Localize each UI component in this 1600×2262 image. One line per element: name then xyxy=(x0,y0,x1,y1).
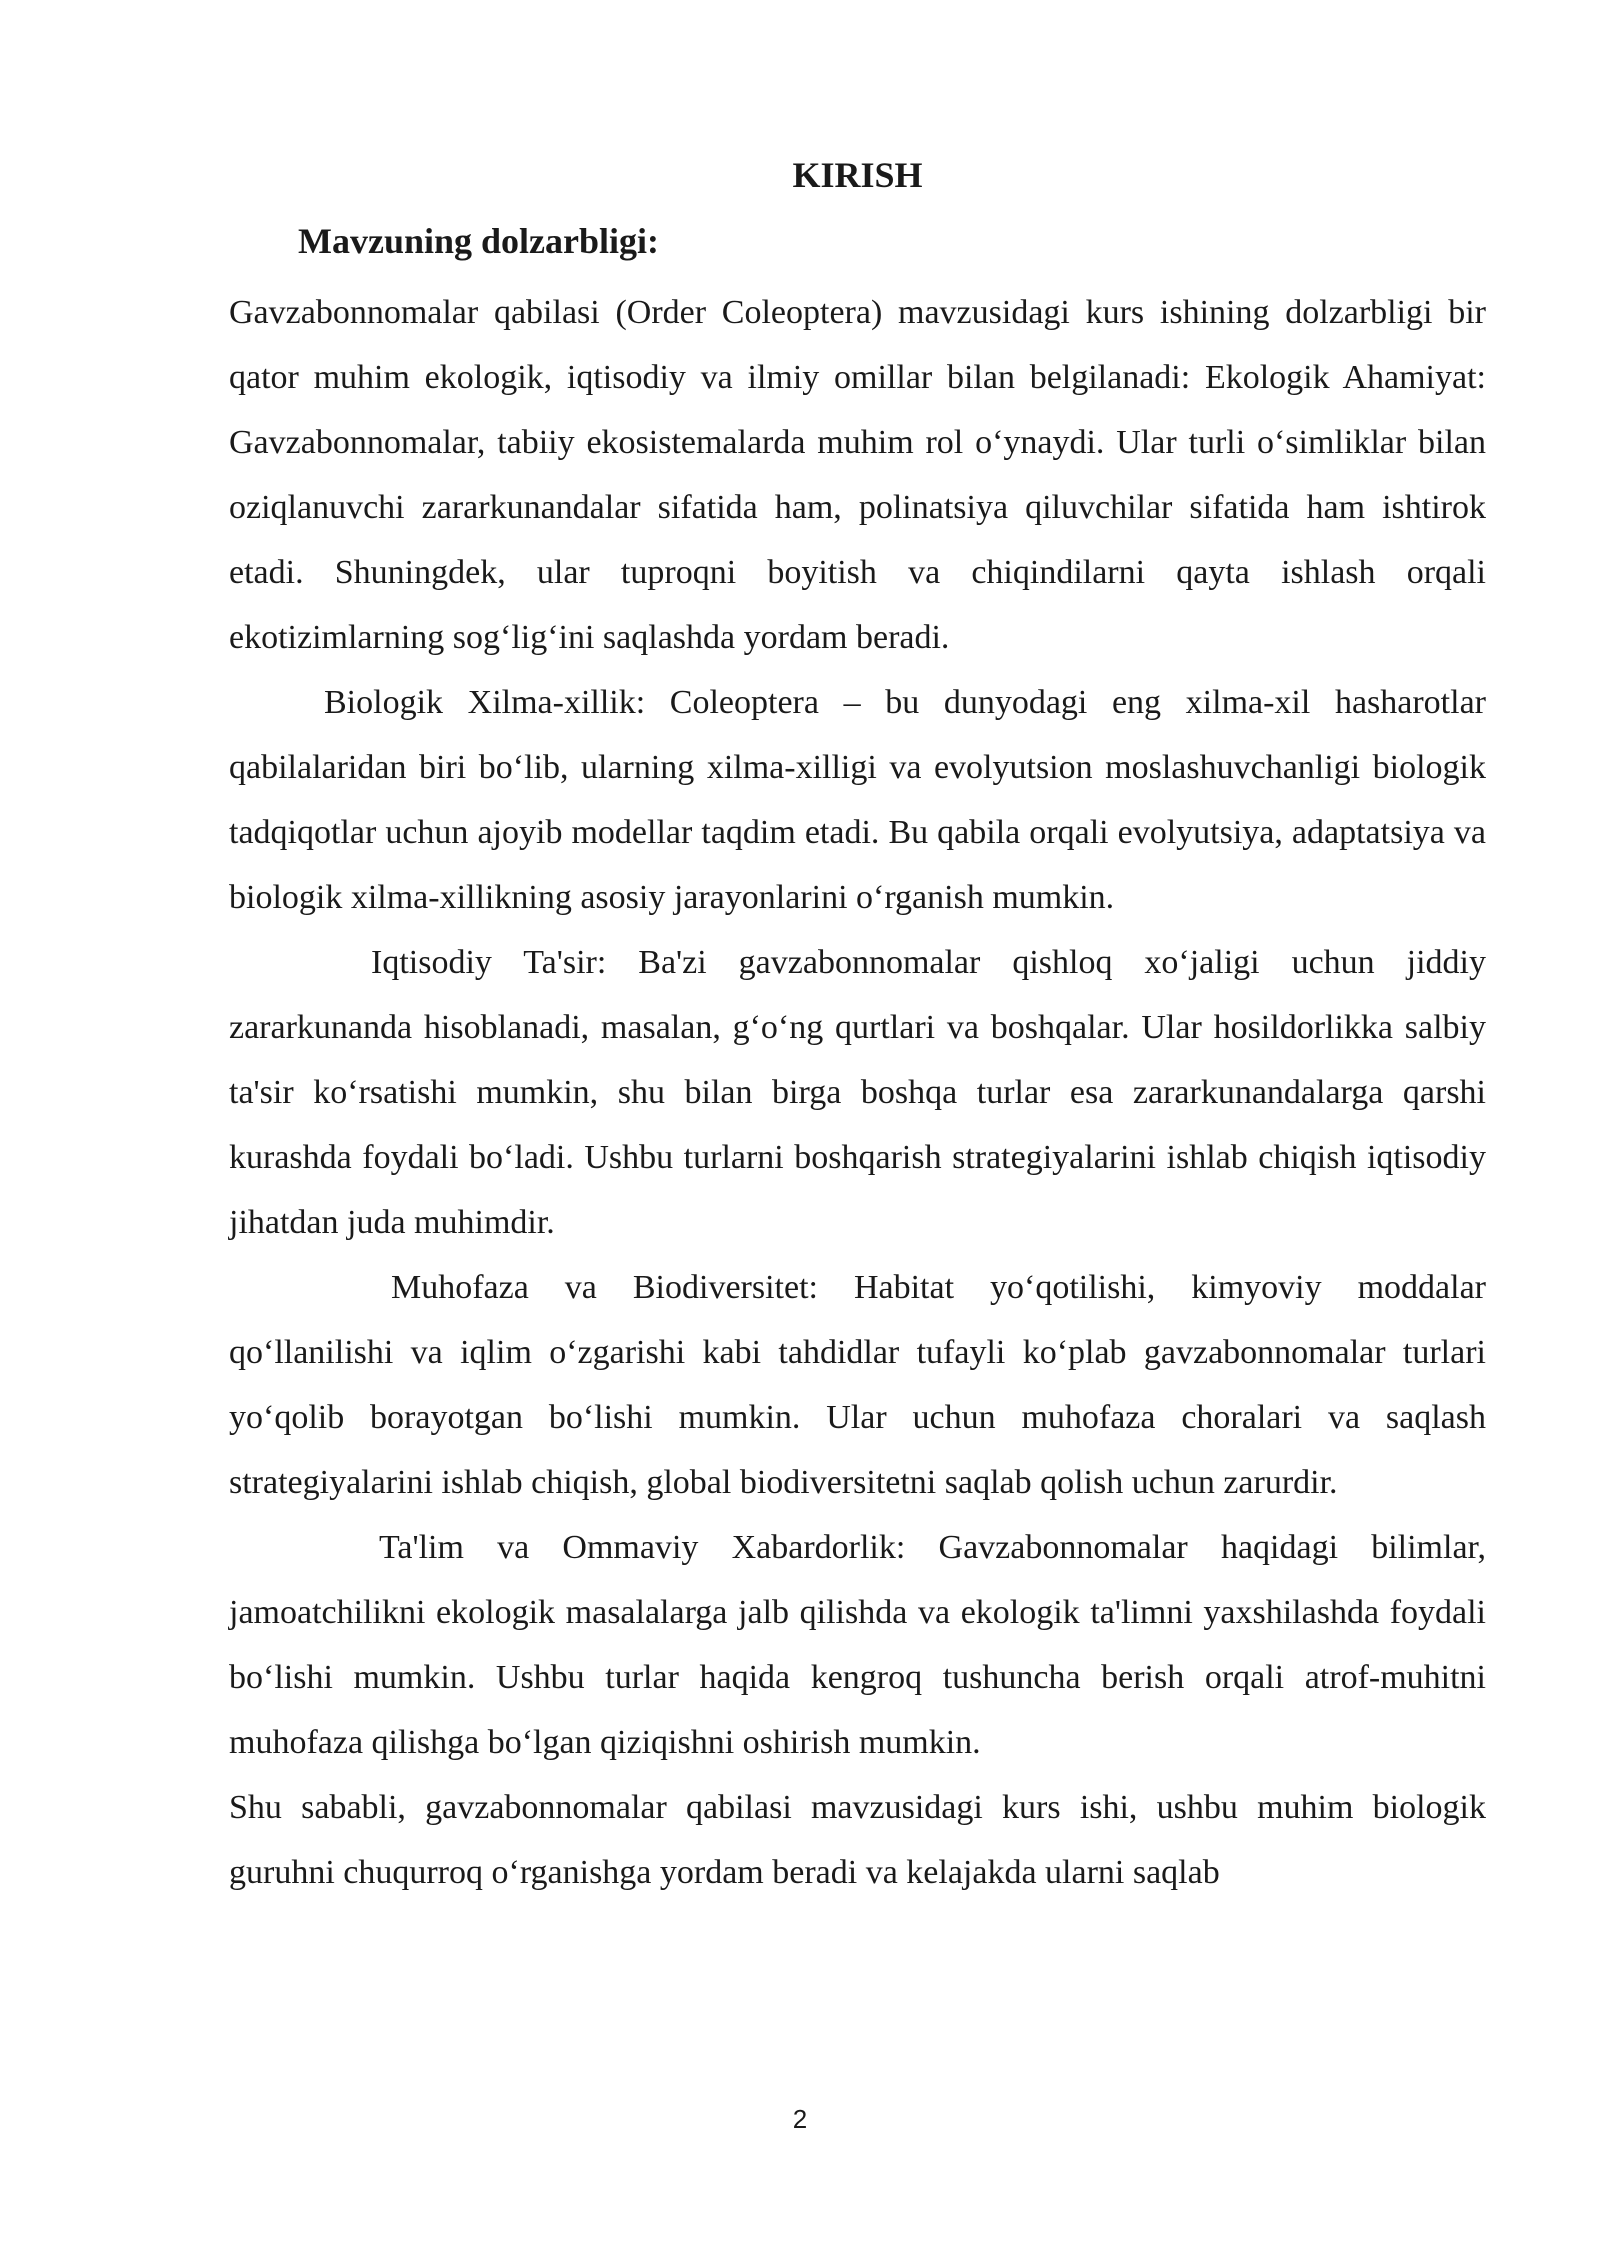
paragraph-education: Ta'lim va Ommaviy Xabardorlik: Gavzabonnomalar haqidagi bilimlar, jamoatchilikni ekologik masalalarga jalb qilishda va ekologik ta'limni yaxshilashda foydali bo‘lishi mumkin. Ushbu turlar haqida kengroq tushuncha berish orqali atrof-muhitni muhofaza qilishga bo‘lgan qiziqishni oshirish mumkin. xyxy=(229,1529,1486,1761)
paragraph-biodiversity: Biologik Xilma-xillik: Coleoptera – bu dunyodagi eng xilma-xil hasharotlar qabilalaridan biri bo‘lib, ularning xilma-xilligi va evolyutsion moslashuvchanligi biologik tadqiqotlar uchun ajoyib modellar taqdim etadi. Bu qabila orqali evolyutsiya, adaptatsiya va biologik xilma-xillikning asosiy jarayonlarini o‘rganish mumkin. xyxy=(229,684,1486,916)
section-subtitle: Mavzuning dolzarbligi: xyxy=(298,221,660,261)
page-number: 2 xyxy=(792,2104,808,2134)
paragraph-relevance: Gavzabonnomalar qabilasi (Order Coleoptera) mavzusidagi kurs ishining dolzarbligi bir qator muhim ekologik, iqtisodiy va ilmiy omillar bilan belgilanadi: Ekologik Ahamiyat: Gavzabonnomalar, tabiiy ekosistemalarda muhim rol o‘ynaydi. Ular turli o‘simliklar bilan oziqlanuvchi zararkunandalar sifatida ham, polinatsiya qiluvchilar sifatida ham ishtirok etadi. Shuningdek, ular tuproqni boyitish va chiqindilarni qayta ishlash orqali ekotizimlarning sog‘lig‘ini saqlashda yordam beradi. xyxy=(229,294,1486,656)
page-content xyxy=(229,148,1486,1905)
paragraph-conservation: Muhofaza va Biodiversitet: Habitat yo‘qotilishi, kimyoviy moddalar qo‘llanilishi va iqlim o‘zgarishi kabi tahdidlar tufayli ko‘plab gavzabonnomalar turlari yo‘qolib borayotgan bo‘lishi mumkin. Ular uchun muhofaza choralari va saqlash strategiyalarini ishlab chiqish, global biodiversitetni saqlab qolish uchun zarurdir. xyxy=(229,1269,1486,1501)
paragraph-conclusion: Shu sababli, gavzabonnomalar qabilasi mavzusidagi kurs ishi, ushbu muhim biologik guruhni chuqurroq o‘rganishga yordam beradi va kelajakda ularni saqlab xyxy=(229,1789,1486,1891)
paragraph-economic-impact: Iqtisodiy Ta'sir: Ba'zi gavzabonnomalar qishloq xo‘jaligi uchun jiddiy zararkunanda hisoblanadi, masalan, g‘o‘ng qurtlari va boshqalar. Ular hosildorlikka salbiy ta'sir ko‘rsatishi mumkin, shu bilan birga boshqa turlar esa zararkunandalarga qarshi kurashda foydali bo‘ladi. Ushbu turlarni boshqarish strategiyalarini ishlab chiqish iqtisodiy jihatdan juda muhimdir. xyxy=(229,944,1486,1241)
section-title: KIRISH xyxy=(792,155,923,195)
